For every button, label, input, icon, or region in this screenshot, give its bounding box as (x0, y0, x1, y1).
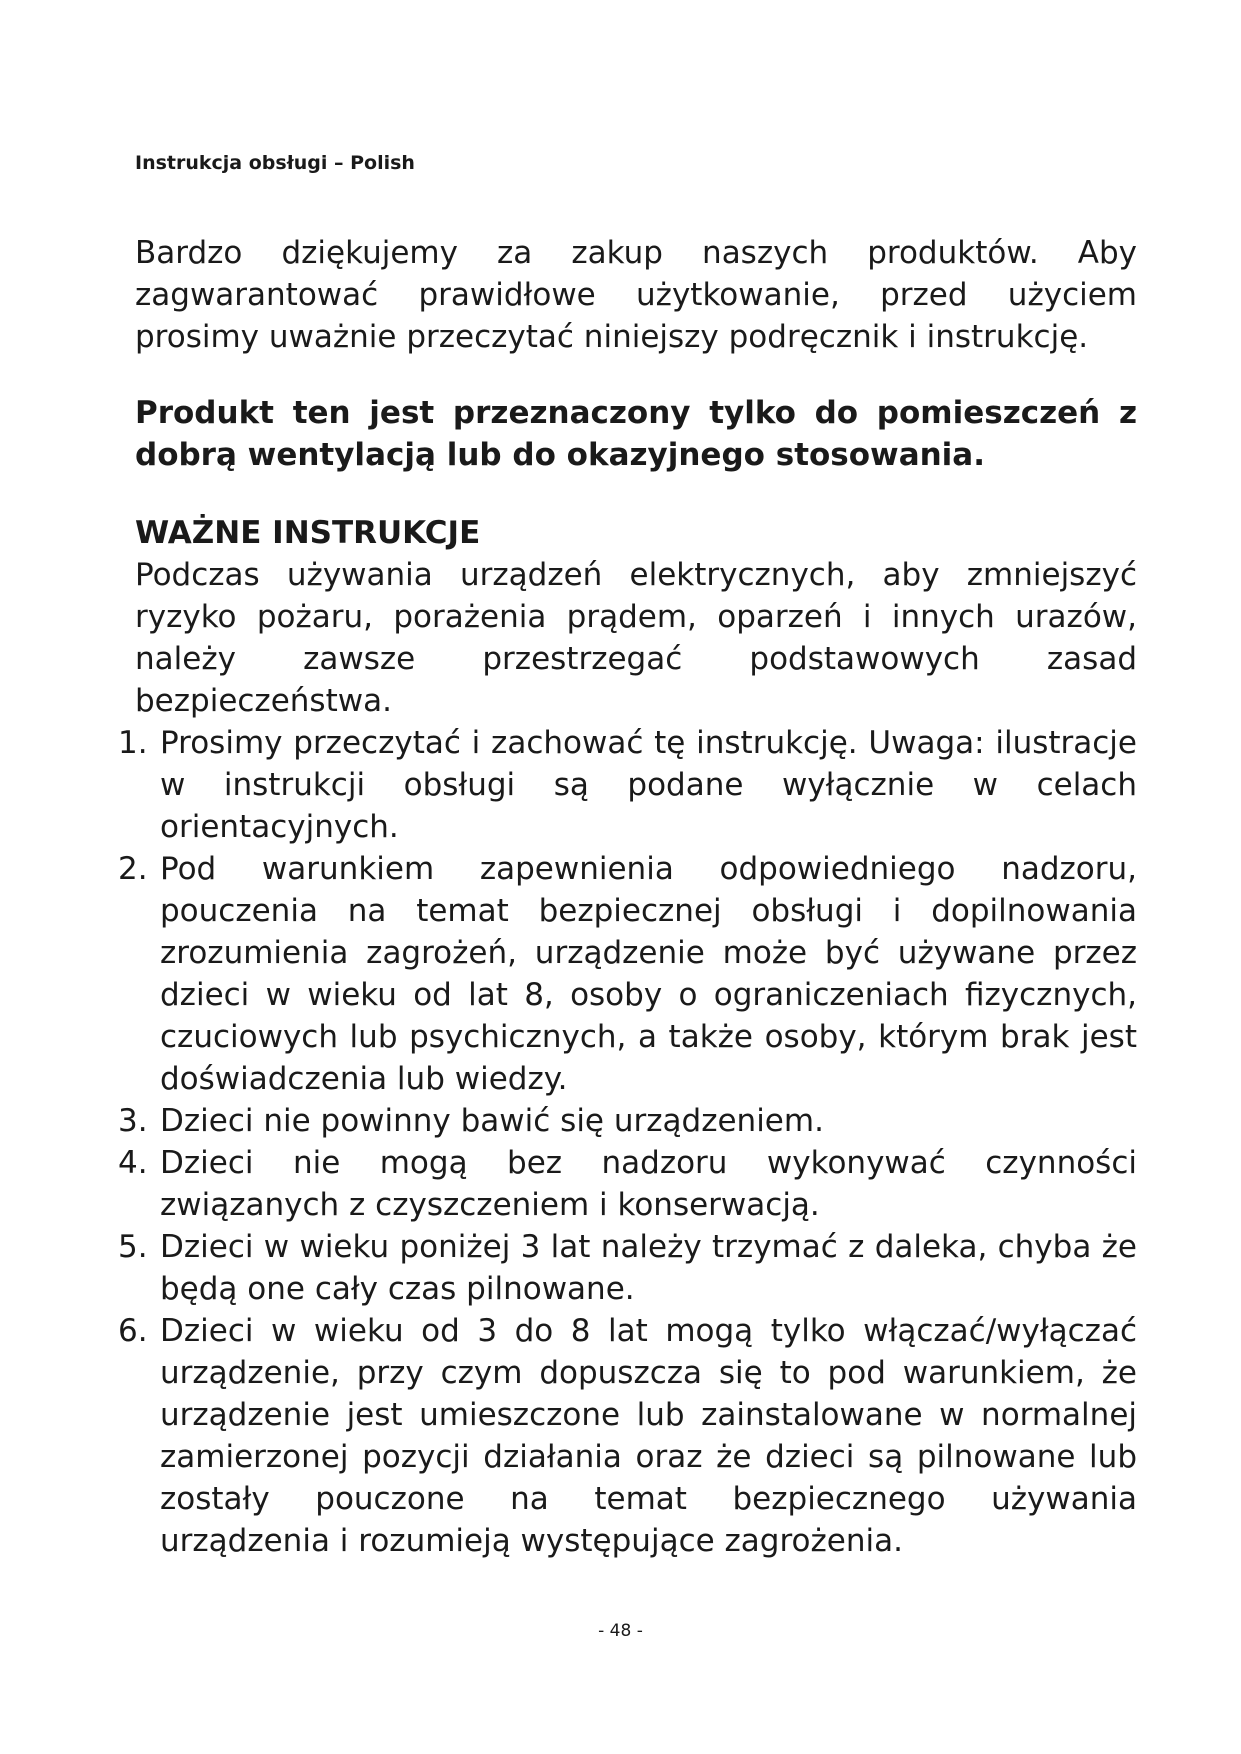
list-item (118, 722, 1137, 848)
list-item-text: Prosimy przeczytać i zachować tę instrukcję. Uwaga: ilustracje w instrukcji obsługi są podane wyłącznie w celach orientacyjnych. (160, 725, 1137, 845)
list-item-text: Pod warunkiem zapewnienia odpowiedniego nadzoru, pouczenia na temat bezpiecznej obsługi i dopilnowania zrozumienia zagrożeń, urządzenie może być używane przez dzieci w wieku od lat 8, osoby o ograniczeniach fizycznych, czuciowych lub psychicznych, a także osoby, którym brak jest doświadczenia lub wiedzy. (160, 851, 1137, 1097)
ventilation-notice: Produkt ten jest przeznaczony tylko do pomieszczeń z dobrą wentylacją lub do okazyjnego stosowania. (135, 395, 1137, 473)
list-item (118, 848, 1137, 1100)
list-item-number: 4. (118, 1145, 148, 1181)
list-item-text: Dzieci nie mogą bez nadzoru wykonywać czynności związanych z czyszczeniem i konserwacją. (160, 1145, 1137, 1223)
list-item-number: 3. (118, 1103, 148, 1139)
safety-warning-paragraph: Podczas używania urządzeń elektrycznych, aby zmniejszyć ryzyko pożaru, porażenia prądem, oparzeń i innych urazów, należy zawsze przestrzegać podstawowych zasad bezpieczeństwa. (135, 557, 1137, 719)
list-item (118, 1226, 1137, 1310)
intro-paragraph: Bardzo dziękujemy za zakup naszych produktów. Aby zagwarantować prawidłowe użytkowanie, przed użyciem prosimy uważnie przeczytać niniejszy podręcznik i instrukcję. (135, 235, 1137, 355)
instructions-list (118, 722, 1137, 1562)
list-item-text: Dzieci w wieku poniżej 3 lat należy trzymać z daleka, chyba że będą one cały czas pilnowane. (160, 1229, 1137, 1307)
document-body (118, 232, 1137, 1562)
page-number: - 48 - (598, 1621, 643, 1641)
list-item (118, 1142, 1137, 1226)
document-header-label: Instrukcja obsługi – Polish (135, 152, 415, 174)
section-heading: WAŻNE INSTRUKCJE (135, 515, 481, 551)
list-item (118, 1100, 1137, 1142)
list-item (118, 1310, 1137, 1562)
list-item-number: 1. (118, 725, 148, 761)
list-item-number: 5. (118, 1229, 148, 1265)
list-item-number: 6. (118, 1313, 148, 1349)
list-item-number: 2. (118, 851, 148, 887)
list-item-text: Dzieci w wieku od 3 do 8 lat mogą tylko włączać/wyłączać urządzenie, przy czym dopuszcza się to pod warunkiem, że urządzenie jest umieszczone lub zainstalowane w normalnej zamierzonej pozycji działania oraz że dzieci są pilnowane lub zostały pouczone na temat bezpiecznego używania urządzenia i rozumieją występujące zagrożenia. (160, 1313, 1137, 1559)
list-item-text: Dzieci nie powinny bawić się urządzeniem. (160, 1103, 824, 1139)
